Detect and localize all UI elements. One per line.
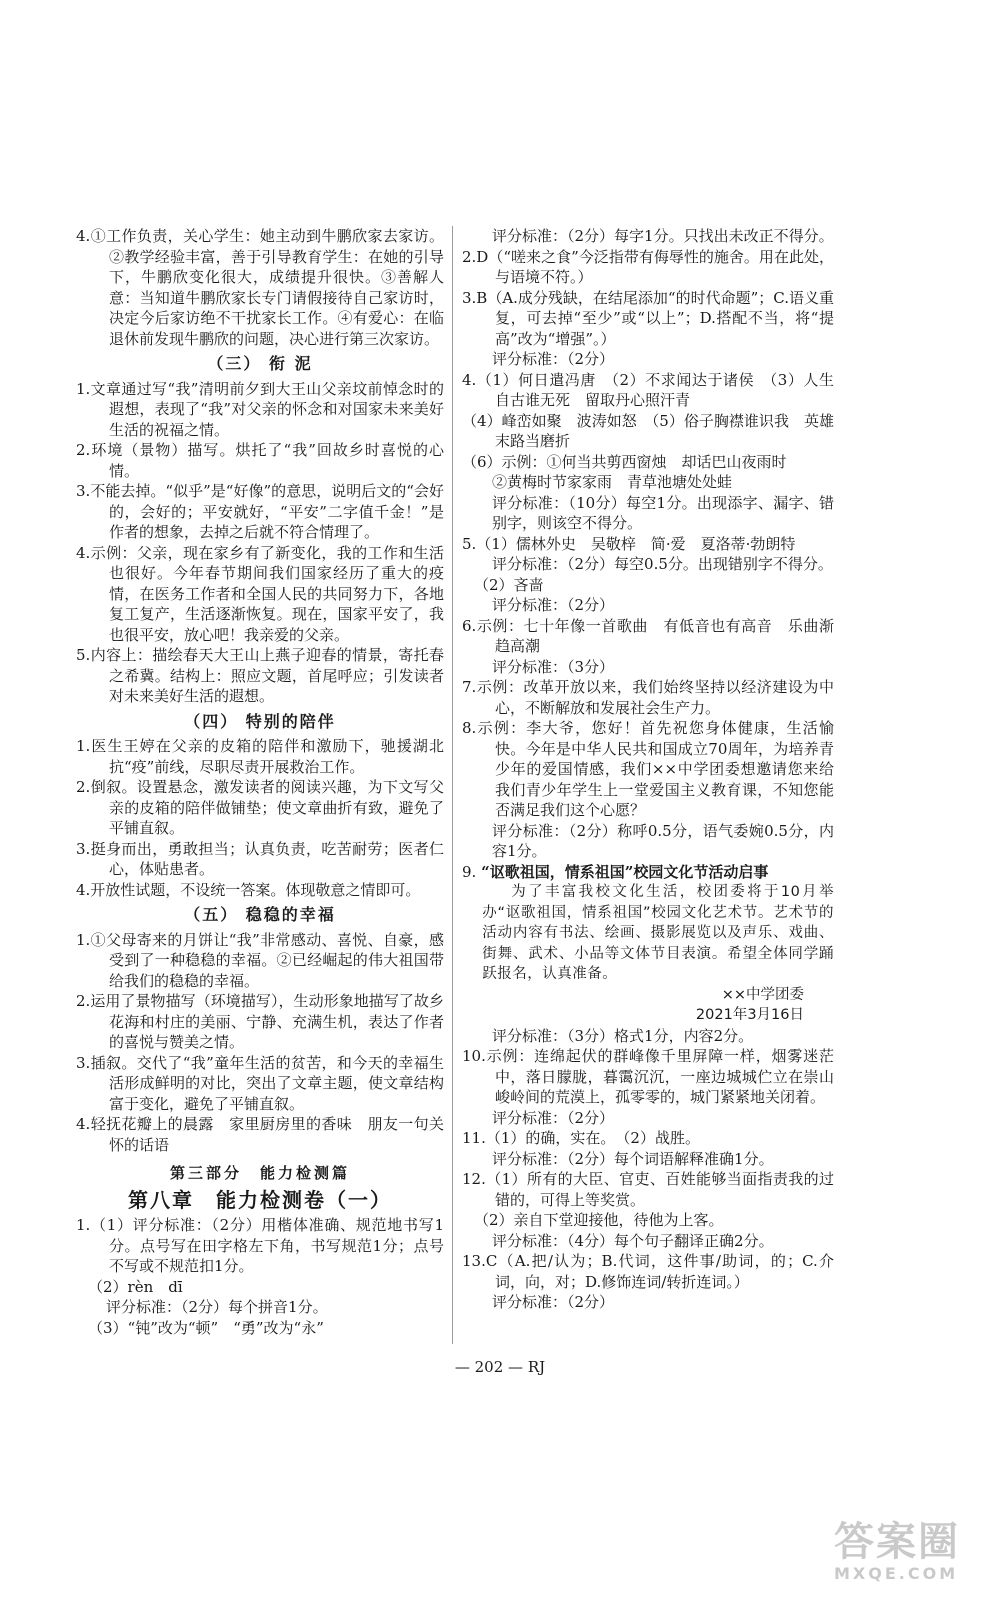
answer-paragraph: 1.医生王婷在父亲的皮箱的陪伴和激励下，驰援湖北抗“疫”前线，尽职尽责开展救治工作。 <box>76 737 444 776</box>
notice-date: 2021年3月16日 <box>695 1007 804 1023</box>
scoring-standard: 评分标准：（3分） <box>492 657 615 676</box>
part-title: 第三部分 能力检测篇 <box>169 1164 350 1182</box>
answer-paragraph: 3.插叙。交代了“我”童年生活的贫苦，和今天的幸福生活形成鲜明的对比，突出了文章主题，使文章结构富于变化，避免了平铺直叙。 <box>76 1053 444 1113</box>
scoring-standard: 评分标准：（2分） <box>492 1108 615 1127</box>
scoring-standard: 评分标准：（2分）每空0.5分。出现错别字不得分。 <box>492 555 833 573</box>
dash-left: — <box>454 1358 470 1376</box>
answer-paragraph: 4.轻抚花瓣上的晨露 家里厨房里的香味 朋友一句关怀的话语 <box>76 1115 444 1154</box>
answer-paragraph: （2）亲自下堂迎接他，待他为上客。 <box>474 1211 724 1229</box>
answer-paragraph: 11.（1）的确，实在。 （2）战胜。 <box>462 1129 700 1147</box>
answer-paragraph: 1.（1）评分标准：（2分）用楷体准确、规范地书写1分。点号写在田字格左下角，书写规范1分；点号不写或不规范扣1分。 <box>76 1216 444 1275</box>
answer-paragraph: 4.①工作负责，关心学生：她主动到牛鹏欣家去家访。②教学经验丰富，善于引导教育学生：在她的引导下，牛鹏欣变化很大，成绩提升很快。③善解人意：当知道牛鹏欣家长专门请假接待自己家访时，决定今后家访绝不干扰家长工作。④有爱心：在临退休前发现牛鹏欣的问题，决心进行第三次家访。 <box>76 227 444 348</box>
section-title: （四） 特别的陪伴 <box>184 711 336 731</box>
scoring-standard: 评分标准：（2分）每个词语解释准确1分。 <box>492 1149 774 1168</box>
watermark-logo-text: 答案圈 <box>834 1519 960 1565</box>
answer-paragraph: 2.运用了景物描写（环境描写），生动形象地描写了故乡花海和村庄的美丽、宁静、充满生机，表达了作者的喜悦与赞美之情。 <box>76 992 444 1051</box>
column-divider <box>452 226 453 1344</box>
section-title: （五） 稳稳的幸福 <box>184 905 336 924</box>
section-title: （三） 衔 泥 <box>207 354 313 373</box>
chapter-title: 第八章 能力检测卷（一） <box>128 1187 392 1212</box>
scoring-standard: 评分标准：（2分）每个拼音1分。 <box>106 1298 328 1316</box>
answer-paragraph: （3）“钝”改为“顿” “勇”改为“永” <box>88 1318 324 1337</box>
scoring-standard: 评分标准：（4分）每个句子翻译正确2分。 <box>492 1231 774 1250</box>
answer-paragraph: 3.不能去掉。“似乎”是“好像”的意思，说明后文的“会好的，会好的；平安就好，“平安”二字值千金！”是作者的想象，去掉之后就不符合情理了。 <box>76 482 444 541</box>
answer-paragraph: 1.①父母寄来的月饼让“我”非常感动、喜悦、自豪，感受到了一种稳稳的幸福。②已经崛起的伟大祖国带给我们的稳稳的幸福。 <box>76 930 444 990</box>
answer-paragraph: ②黄梅时节家家雨 青草池塘处处蛙 <box>492 473 733 491</box>
answer-paragraph: 1.文章通过写“我”清明前夕到大王山父亲坟前悼念时的遐想，表现了“我”对父亲的怀念和对国家未来美好生活的祝福之情。 <box>76 379 444 439</box>
question-number: 9. <box>462 862 477 881</box>
notice-signature: ××中学团委 <box>721 986 804 1003</box>
answer-paragraph: 4.（1）何日遣冯唐 （2）不求闻达于诸侯 （3）人生自古谁无死 留取丹心照汗青 <box>462 370 834 409</box>
answer-paragraph: 13.C（A.把/认为；B.代词，这件事/助词，的；C.介词，向，对；D.修饰连词/转折连词。） <box>462 1252 834 1291</box>
page-footer <box>0 1358 1000 1376</box>
answer-paragraph: 2.环境（景物）描写。烘托了“我”回故乡时喜悦的心情。 <box>76 441 444 480</box>
notice-title: “讴歌祖国，情系祖国”校园文化节活动启事 <box>481 862 769 881</box>
answer-paragraph: 3.B（A.成分残缺，在结尾添加“的时代命题”；C.语义重复，可去掉“至少”或“以上”；D.搭配不当，将“提高”改为“增强”。） <box>462 288 834 348</box>
answer-paragraph: 4.示例：父亲，现在家乡有了新变化，我的工作和生活也很好。今年春节期间我们国家经历了重大的疫情，在医务工作者和全国人民的共同努力下，各地复工复产，生活逐渐恢复。现在，国家平安了，我也很平安，放心吧！我亲爱的父亲。 <box>76 543 444 644</box>
answer-paragraph: 10.示例：连绵起伏的群峰像千里屏障一样，烟雾迷茫中，落日朦胧，暮霭沉沉，一座边城城伫立在崇山峻岭间的荒漠上，孤零零的，城门紧紧地关闭着。 <box>462 1047 834 1106</box>
scoring-standard: 评分标准：（3分）格式1分，内容2分。 <box>492 1026 754 1045</box>
answer-paragraph: （4）峰峦如聚 波涛如怒 （5）俗子胸襟谁识我 英雄末路当磨折 <box>462 411 834 450</box>
edition-code: RJ <box>527 1358 546 1376</box>
scoring-standard: 评分标准：（2分） <box>492 350 615 368</box>
answer-paragraph: 12.（1）所有的大臣、官吏、百姓能够当面指责我的过错的，可得上等奖赏。 <box>462 1170 834 1209</box>
answer-paragraph: 7.示例：改革开放以来，我们始终坚持以经济建设为中心，不断解放和发展社会生产力。 <box>462 678 834 717</box>
answer-paragraph: 3.挺身而出，勇敢担当；认真负责，吃苦耐劳；医者仁心，体贴患者。 <box>76 839 444 878</box>
answer-paragraph: （6）示例：①何当共剪西窗烛 却话巴山夜雨时 <box>462 452 787 471</box>
answer-paragraph: （2）吝啬 <box>474 575 544 594</box>
right-column <box>462 226 834 1313</box>
watermark-url: MXQE.COM <box>834 1564 959 1583</box>
answer-paragraph: 2.D（“嗟来之食”今泛指带有侮辱性的施舍。用在此处，与语境不符。） <box>462 247 834 286</box>
scoring-standard: 评分标准：（2分）称呼0.5分，语气委婉0.5分，内容1分。 <box>492 821 834 860</box>
scoring-standard: 评分标准：（2分） <box>492 596 615 614</box>
answer-paragraph: 2.倒叙。设置悬念，激发读者的阅读兴趣，为下文写父亲的皮箱的陪伴做铺垫；使文章曲折有致，避免了平铺直叙。 <box>76 778 444 837</box>
watermark-logo <box>834 1520 984 1590</box>
answer-paragraph: 5.（1）儒林外史 吴敬梓 简·爱 夏洛蒂·勃朗特 <box>462 534 796 553</box>
dash-right: — <box>508 1358 524 1376</box>
notice-text: 为了丰富我校文化生活，校团委将于10月举办“讴歌祖国，情系祖国”校园文化艺术节。艺术节的活动内容有书法、绘画、摄影展览以及声乐、戏曲、街舞、武术、小品等文体节目表演。希望全体同学踊跃报名，认真准备。 <box>482 884 834 982</box>
scoring-standard: 评分标准：（10分）每空1分。出现添字、漏字、错别字，则该空不得分。 <box>492 493 834 532</box>
page-number: 202 <box>474 1358 504 1376</box>
notice-body <box>462 882 834 1026</box>
answer-paragraph: 8.示例：李大爷，您好！首先祝您身体健康，生活愉快。今年是中华人民共和国成立70周年，为培养青少年的爱国情感，我们××中学团委想邀请您来给我们青少年学生上一堂爱国主义教育课，不知您能否满足我们这个心愿？ <box>462 719 834 819</box>
left-column <box>76 226 444 1338</box>
answer-paragraph: （2）rèn dī <box>88 1277 183 1296</box>
answer-paragraph: 5.内容上：描绘春天大王山上燕子迎春的情景，寄托春之希冀。结构上：照应文题，首尾呼应；引发读者对未来美好生活的遐想。 <box>76 646 444 705</box>
scoring-standard: 评分标准：（2分）每字1分。只找出未改正不得分。 <box>492 227 834 245</box>
answer-paragraph: 6.示例：七十年像一首歌曲 有低音也有高音 乐曲渐趋高潮 <box>462 616 834 655</box>
scoring-standard: 评分标准：（2分） <box>492 1293 615 1311</box>
answer-paragraph: 4.开放性试题，不设统一答案。体现敬意之情即可。 <box>76 880 421 899</box>
notice-heading <box>462 862 834 883</box>
